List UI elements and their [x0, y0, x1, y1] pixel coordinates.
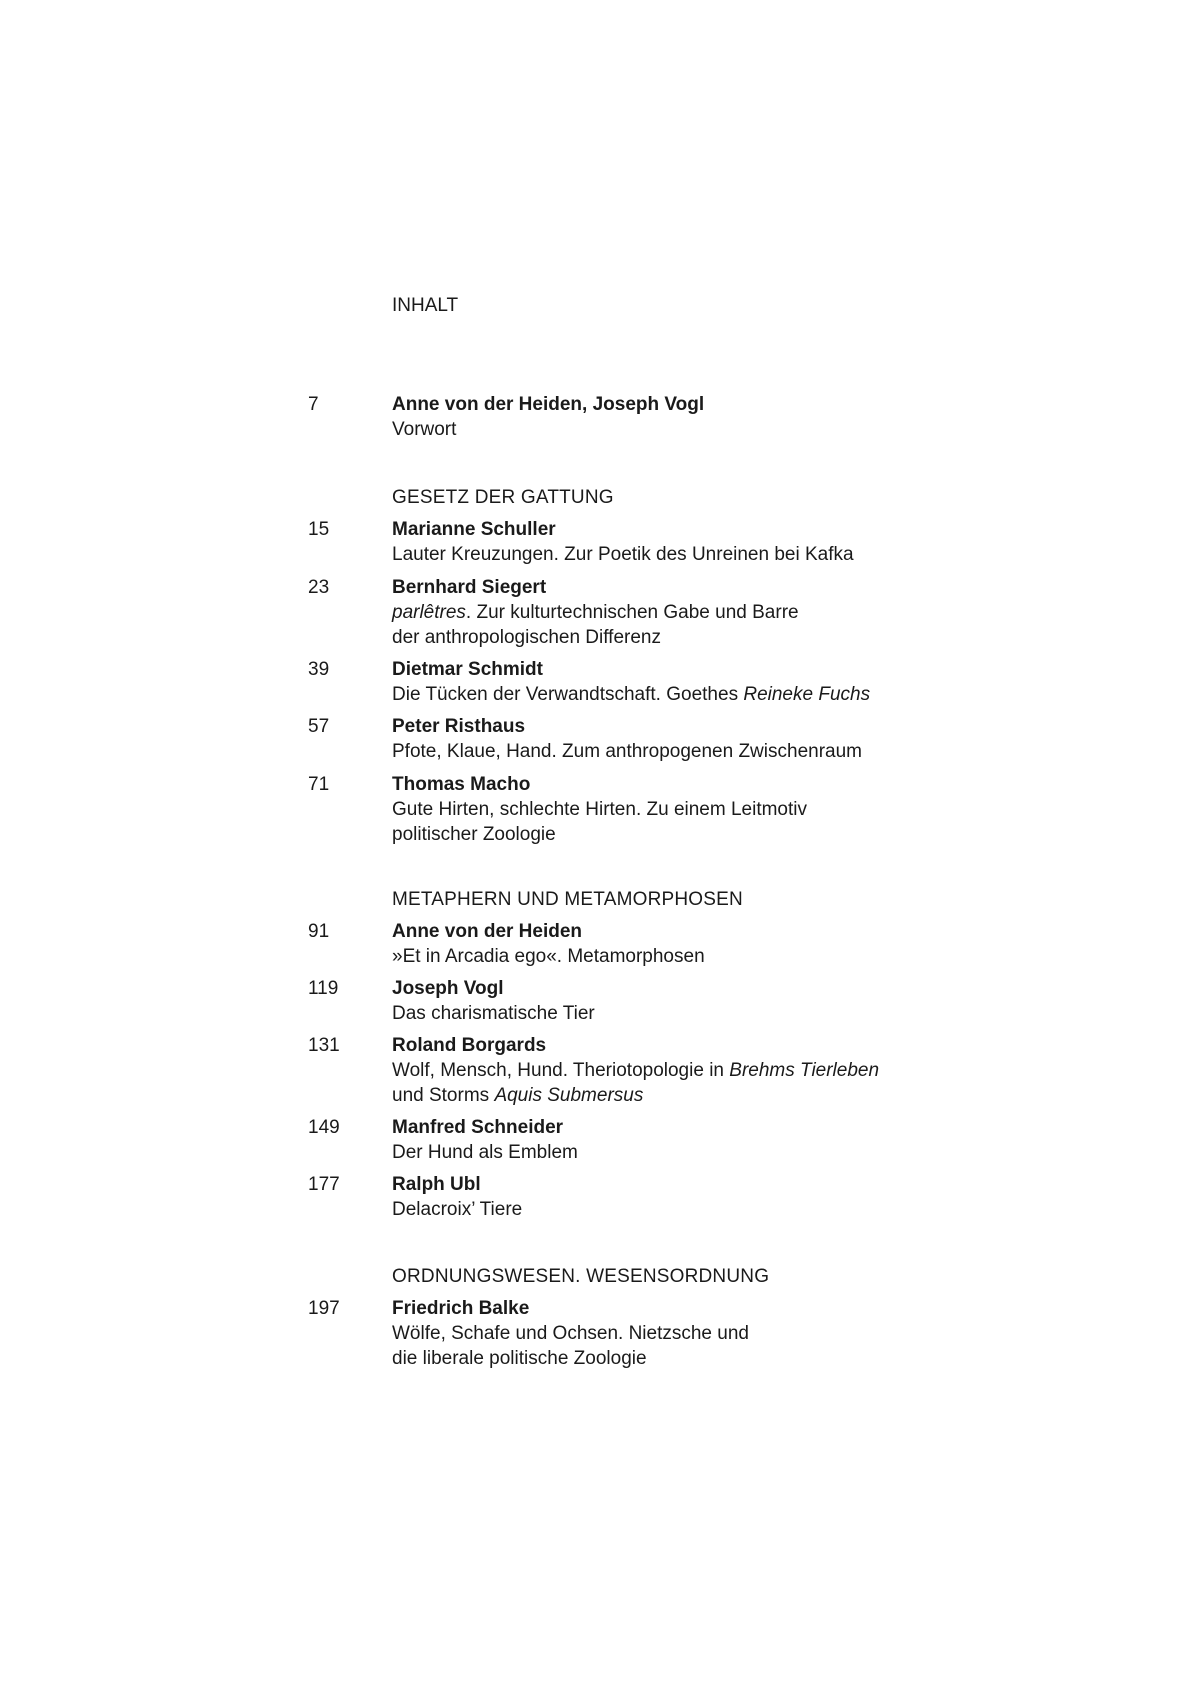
toc-entry — [308, 1033, 950, 1108]
entry-title-italic: Brehms Tierleben — [729, 1060, 880, 1081]
entry-author: Manfred Schneider — [392, 1117, 564, 1138]
toc-entry — [308, 657, 950, 707]
page-number: 149 — [308, 1117, 340, 1138]
entry-author: Friedrich Balke — [392, 1298, 530, 1319]
entry-author: Ralph Ubl — [392, 1174, 481, 1195]
entry-title: Lauter Kreuzungen. Zur Poetik des Unreinen bei Kafka — [392, 544, 854, 565]
page-number: 177 — [308, 1174, 340, 1195]
toc-entry — [308, 1115, 950, 1165]
page-number: 23 — [308, 577, 330, 598]
page-number: 7 — [308, 394, 319, 415]
section-heading: ORDNUNGSWESEN. WESENSORDNUNG — [392, 1266, 770, 1287]
section-heading: METAPHERN UND METAMORPHOSEN — [392, 889, 743, 910]
page-number: 131 — [308, 1035, 340, 1056]
entry-author: Peter Risthaus — [392, 716, 526, 737]
page-number: 71 — [308, 774, 330, 795]
entry-author: Joseph Vogl — [392, 978, 504, 999]
page-number: 57 — [308, 716, 330, 737]
entry-title-italic: Reineke Fuchs — [743, 684, 871, 705]
entry-author: Bernhard Siegert — [392, 577, 547, 598]
entry-title-italic: Aquis Submersus — [494, 1085, 644, 1106]
entry-title-continued: der anthropologischen Differenz — [392, 627, 661, 648]
entry-title — [392, 682, 950, 707]
entry-title-rest: . Zur kulturtechnischen Gabe und Barre — [465, 602, 799, 623]
toc-entry-intro — [308, 392, 950, 442]
page-number: 197 — [308, 1298, 340, 1319]
entry-author: Anne von der Heiden — [392, 921, 583, 942]
entry-title-plain: Wolf, Mensch, Hund. Theriotopologie in — [392, 1060, 730, 1081]
entry-title-continued — [392, 1083, 950, 1108]
entry-title-plain: Die Tücken der Verwandtschaft. Goethes — [392, 684, 744, 705]
entry-title-continued: politischer Zoologie — [392, 824, 556, 845]
entry-author: Roland Borgards — [392, 1035, 547, 1056]
entry-title: Gute Hirten, schlechte Hirten. Zu einem Leitmotiv — [392, 799, 808, 820]
toc-entry — [308, 1172, 950, 1222]
toc-entry — [308, 517, 950, 567]
page-number: 119 — [308, 978, 339, 999]
section-heading: GESETZ DER GATTUNG — [392, 487, 614, 508]
toc-entry — [308, 575, 950, 650]
page-number: 91 — [308, 921, 330, 942]
entry-title-plain: und Storms — [392, 1085, 495, 1106]
toc-entry — [308, 1296, 950, 1371]
toc-title: INHALT — [392, 295, 459, 316]
toc-entry — [308, 976, 950, 1026]
entry-title: Vorwort — [392, 419, 457, 440]
entry-title — [392, 600, 950, 625]
entry-title: Das charismatische Tier — [392, 1003, 595, 1024]
toc-entry — [308, 919, 950, 969]
entry-title — [392, 1058, 950, 1083]
entry-title: Wölfe, Schafe und Ochsen. Nietzsche und — [392, 1323, 749, 1344]
entry-author: Marianne Schuller — [392, 519, 556, 540]
entry-title: Delacroix’ Tiere — [392, 1199, 523, 1220]
entry-title-italic: parlêtres — [392, 602, 466, 623]
entry-title: Der Hund als Emblem — [392, 1142, 578, 1163]
entry-title-continued: die liberale politische Zoologie — [392, 1348, 647, 1369]
toc-entry — [308, 772, 950, 847]
entry-author: Thomas Macho — [392, 774, 531, 795]
page-number: 15 — [308, 519, 330, 540]
toc-entry — [308, 714, 950, 764]
entry-title: Pfote, Klaue, Hand. Zum anthropogenen Zwischenraum — [392, 741, 862, 762]
page-number: 39 — [308, 659, 330, 680]
entry-title: »Et in Arcadia ego«. Metamorphosen — [392, 946, 705, 967]
entry-author: Dietmar Schmidt — [392, 659, 543, 680]
entry-author: Anne von der Heiden, Joseph Vogl — [392, 394, 705, 415]
